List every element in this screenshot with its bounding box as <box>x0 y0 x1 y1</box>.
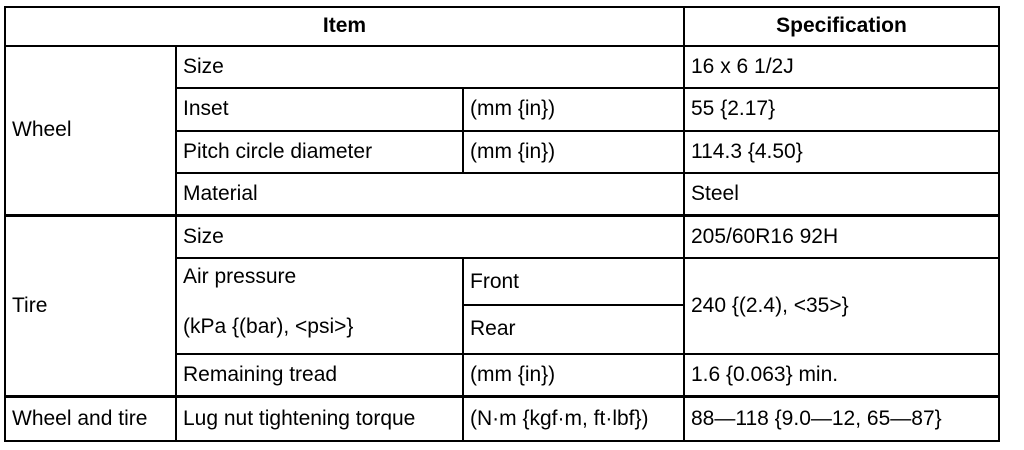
wheel-inset-value: 55 {2.17} <box>684 88 999 131</box>
lug-nut-unit: (N·m {kgf·m, ft·lbf}) <box>463 396 684 441</box>
lug-nut-value: 88—118 {9.0—12, 65—87} <box>684 396 999 441</box>
table-row <box>5 396 999 441</box>
header-row <box>5 7 999 46</box>
tire-front-label: Front <box>463 258 684 305</box>
wheel-inset-unit: (mm {in}) <box>463 88 684 131</box>
tire-tread-label: Remaining tread <box>176 354 463 397</box>
air-pressure-title: Air pressure <box>183 265 297 289</box>
wheel-material-value: Steel <box>684 173 999 216</box>
wheel-inset-label: Inset <box>176 88 463 131</box>
tire-tread-value: 1.6 {0.063} min. <box>684 354 999 397</box>
tire-rear-label: Rear <box>463 305 684 354</box>
tire-air-pressure-value: 240 {(2.4), <35>} <box>684 258 999 353</box>
wheel-size-value: 16 x 6 1/2J <box>684 46 999 89</box>
table-row <box>5 216 999 259</box>
wheel-size-label: Size <box>176 46 684 89</box>
lug-nut-label: Lug nut tightening torque <box>176 396 463 441</box>
tire-air-pressure-label <box>176 258 463 353</box>
group-wheel: Wheel <box>5 46 176 216</box>
wheel-pcd-value: 114.3 {4.50} <box>684 131 999 174</box>
table-row <box>5 46 999 89</box>
wheel-pcd-label: Pitch circle diameter <box>176 131 463 174</box>
header-item: Item <box>5 7 684 46</box>
group-tire: Tire <box>5 216 176 396</box>
tire-size-value: 205/60R16 92H <box>684 216 999 259</box>
group-wheel-and-tire: Wheel and tire <box>5 396 176 441</box>
header-specification: Specification <box>684 7 999 46</box>
wheel-material-label: Material <box>176 173 684 216</box>
tire-tread-unit: (mm {in}) <box>463 354 684 397</box>
air-pressure-unit: (kPa {(bar), <psi>} <box>183 315 354 339</box>
specification-table <box>4 6 1000 442</box>
wheel-pcd-unit: (mm {in}) <box>463 131 684 174</box>
tire-size-label: Size <box>176 216 684 259</box>
